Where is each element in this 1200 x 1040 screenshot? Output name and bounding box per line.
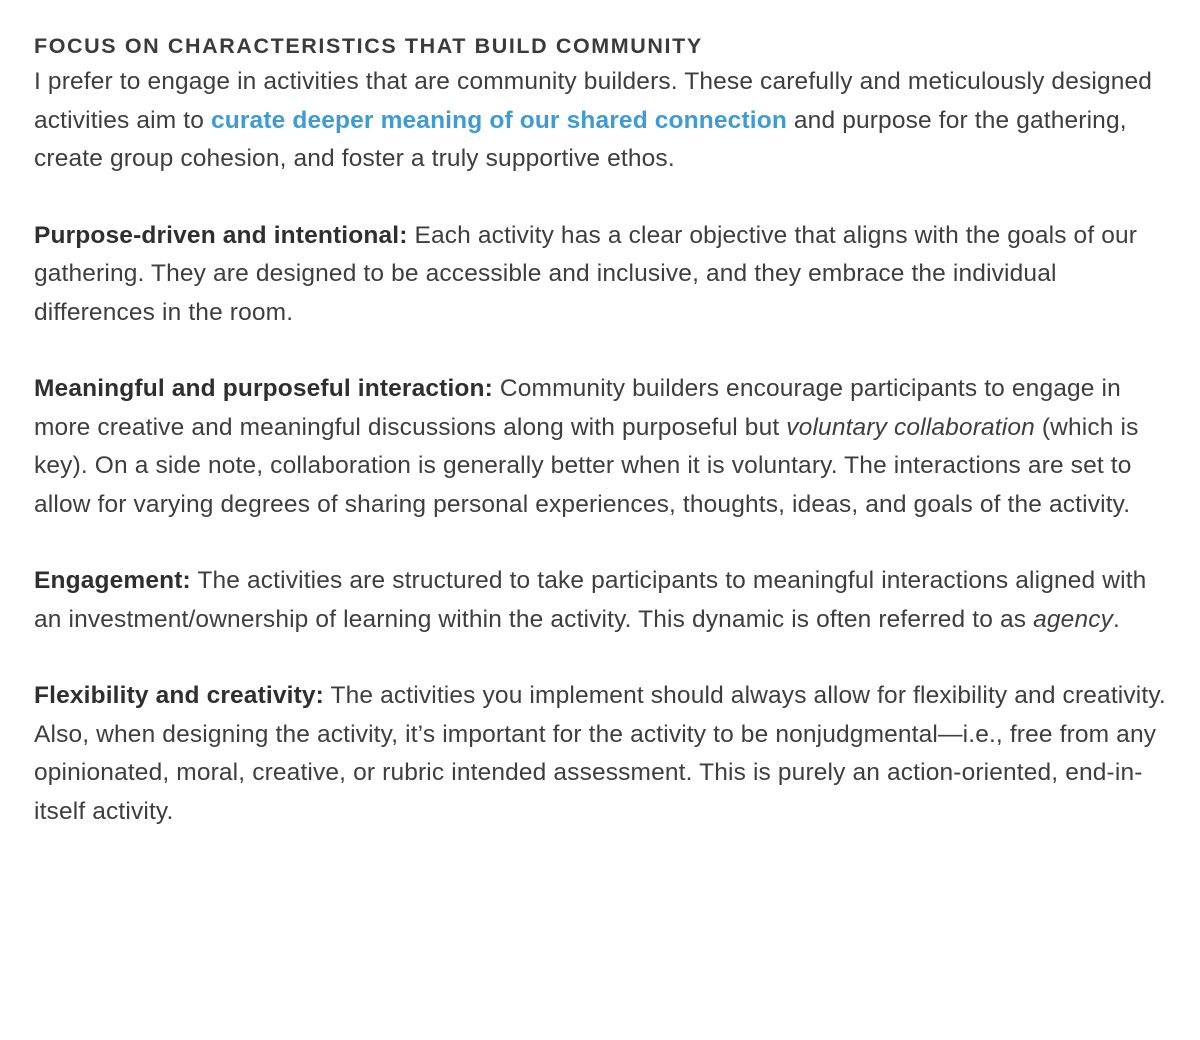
agency-emphasis: agency bbox=[1033, 605, 1114, 633]
intro-text-before-link: I prefer to engage in activities that are community builders. These carefully and meticulously designed activities aim to bbox=[34, 68, 1153, 134]
characteristic-meaningful-interaction bbox=[34, 370, 1170, 524]
section-heading: FOCUS ON CHARACTERISTICS THAT BUILD COMMUNITY bbox=[34, 34, 703, 58]
characteristic-description: The activities are structured to take participants to meaningful interactions aligned with an investment/ownership of learning within the activity. This dynamic is often referred to as bbox=[34, 567, 1147, 633]
characteristic-purpose-driven bbox=[34, 217, 1170, 333]
characteristic-description-continued: (which is key). On a side note, collaboration is generally better when it is voluntary. The interactions are set to allow for varying degrees of sharing personal experiences, thoughts, ideas, and goals of the activity. bbox=[34, 413, 1139, 518]
characteristic-description-continued: . bbox=[1113, 605, 1120, 633]
characteristic-term: Flexibility and creativity: bbox=[34, 682, 324, 709]
intro-paragraph bbox=[34, 63, 1170, 179]
characteristic-description: Community builders encourage participants to engage in more creative and meaningful discussions along with purposeful but bbox=[34, 375, 1121, 441]
characteristic-term: Engagement: bbox=[34, 567, 191, 594]
voluntary-collaboration-emphasis: voluntary collaboration bbox=[786, 413, 1035, 441]
intro-text-after-link: and purpose for the gathering, create group cohesion, and foster a truly supportive ethos. bbox=[34, 106, 1127, 172]
characteristic-flexibility bbox=[34, 677, 1170, 831]
characteristic-engagement bbox=[34, 562, 1170, 639]
characteristic-description: The activities you implement should always allow for flexibility and creativity. Also, when designing the activity, it’s important for the activity to be nonjudgmental—i.e., free from any opinionated, moral, creative, or rubric intended assessment. This is purely an action-oriented, end-in-itself activity. bbox=[34, 682, 1166, 825]
characteristic-description: Each activity has a clear objective that aligns with the goals of our gathering. They are designed to be accessible and inclusive, and they embrace the individual differences in the room. bbox=[34, 221, 1138, 326]
characteristic-term: Purpose-driven and intentional: bbox=[34, 221, 408, 249]
characteristic-term: Meaningful and purposeful interaction: bbox=[34, 375, 493, 402]
shared-connection-link[interactable]: curate deeper meaning of our shared connection bbox=[210, 106, 787, 134]
